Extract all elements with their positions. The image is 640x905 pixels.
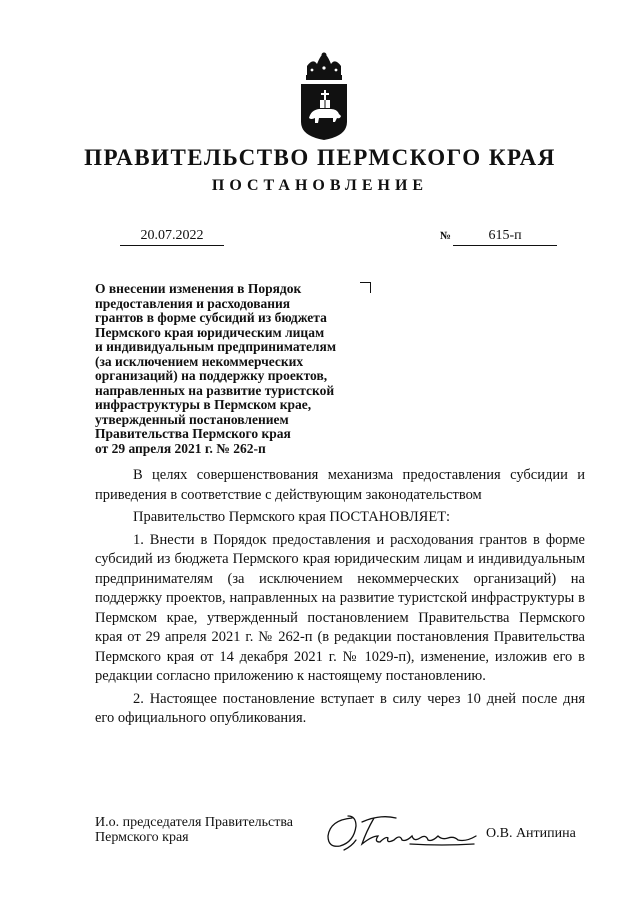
subject-line: от 29 апреля 2021 г. № 262-п <box>95 440 266 456</box>
number-sign: № <box>440 230 452 242</box>
signer-position <box>95 815 293 845</box>
subject-line: и индивидуальным предпринимателям <box>95 339 337 354</box>
document-subject <box>95 282 380 456</box>
body-paragraph: 1. Внести в Порядок предоставления и расходования грантов в форме субсидий из бюджета Пермского края юридическим лицам и индивидуальным предпринимателям (за исключением некоммерческих организаций) на поддержку проектов, направленных на развитие туристской инфраструктуры в Пермском крае, утвержденный постановлением Правительства Пермского края от 29 апреля 2021 г. № 262-п (в редакции постановления Правительства Пермского края от 14 декабря 2021 г. № 1029-п), изменение, изложив его в редакции согласно приложению к настоящему постановлению. <box>95 531 585 684</box>
body-paragraph: 2. Настоящее постановление вступает в силу через 10 дней после дня его официального опубликования. <box>95 690 585 726</box>
coat-of-arms-icon <box>295 52 353 142</box>
handwritten-signature-icon <box>322 806 487 861</box>
signer-position-line: Пермского края <box>95 830 189 845</box>
subject-line: грантов в форме субсидий из бюджета <box>95 310 327 325</box>
subject-line: Пермского края юридическим лицам <box>95 324 325 340</box>
subject-line: (за исключением некоммерческих <box>95 353 304 369</box>
document-type: ПОСТАНОВЛЕНИЕ <box>211 177 429 194</box>
subject-line: О внесении изменения в Порядок <box>95 281 302 296</box>
number-value: 615-п <box>453 228 557 246</box>
subject-line: предоставления и расходования <box>95 295 291 311</box>
subject-line: Правительства Пермского края <box>95 426 291 441</box>
document-date: 20.07.2022 <box>120 228 224 246</box>
body-paragraph: В целях совершенствования механизма предоставления субсидии и приведения в соответствие с действующим законодательством <box>95 467 585 503</box>
document-number <box>440 228 557 246</box>
subject-line: утвержденный постановлением <box>95 411 289 427</box>
signer-position-line: И.о. председателя Правительства <box>95 815 294 830</box>
subject-line: инфраструктуры в Пермском крае, <box>95 397 312 412</box>
subject-line: направленных на развитие туристской <box>95 382 335 398</box>
signer-name: О.В. Антипина <box>486 826 576 841</box>
government-title: ПРАВИТЕЛЬСТВО ПЕРМСКОГО КРАЯ <box>84 145 556 170</box>
body-paragraph: Правительство Пермского края ПОСТАНОВЛЯЕТ: <box>133 509 451 525</box>
document-body <box>95 466 585 729</box>
subject-line: организаций) на поддержку проектов, <box>95 368 328 383</box>
